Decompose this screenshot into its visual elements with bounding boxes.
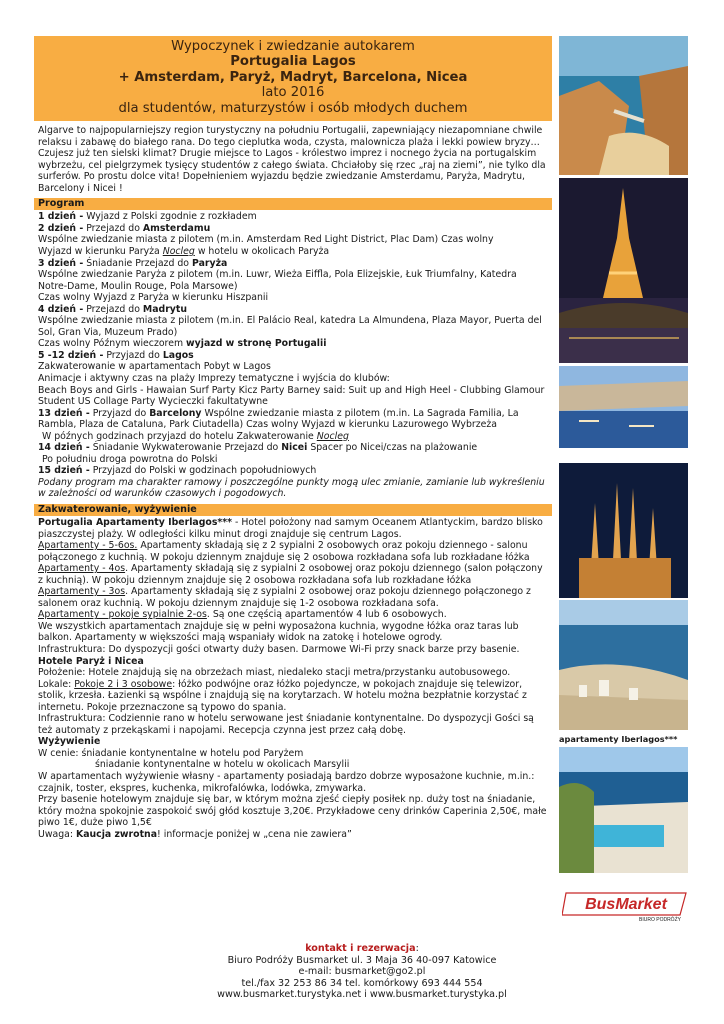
program-note: Podany program ma charakter ramowy i poszczególne punkty mogą ulec zmianie, zamianie lub wykreśleniu w zależności od warunków czasowych i pogodowych. xyxy=(38,476,545,500)
contact-footer xyxy=(140,943,584,1001)
day-label: 15 dzień - xyxy=(38,465,90,477)
offer-column xyxy=(34,36,552,840)
day-detail: Czas wolny Wyjazd z Paryża w kierunku Hiszpanii xyxy=(38,292,269,304)
hotel-text: - Hotel położony nad samym Oceanem Atlantyckim, bardzo blisko piaszczystej plaży. W odległości kilku minut drogi znajduje się centrum Lagos. xyxy=(38,516,543,540)
apartment-text: . Apartamenty składają się z sypialni 2 osobowej oraz pokoju dziennego (salon połączony z kuchnią). W pokoju dziennym znajduje się 2 osobowa rozkładana sofa lub rozkładane łóżka xyxy=(38,563,543,586)
day-city: Amsterdamu xyxy=(142,222,211,234)
day-detail: Wspólne zwiedzanie miasta z pilotem (m.in. El Palácio Real, katedra La Almundena, Plaza Mayor, Puerta del Sol, Gran Via, Muzeum Prado) xyxy=(38,315,542,338)
day-city: Nicei xyxy=(281,442,308,454)
rooms-prefix: Lokale: xyxy=(38,678,75,690)
apartment-label: Apartamenty - pokoje sypialnie 2-os xyxy=(38,609,207,621)
rooms-label: Pokoje 2 i 3 osobowe xyxy=(74,678,173,690)
apartment-type xyxy=(38,609,548,621)
day-city: Paryża xyxy=(191,257,228,269)
day-text: W późnych godzinach przyjazd do hotelu Zakwaterowanie xyxy=(42,430,317,442)
photo-caption: apartamenty Iberlagos*** xyxy=(559,734,678,744)
svg-text:BusMarket: BusMarket xyxy=(585,896,667,913)
header-line-1: Wypoczynek i zwiedzanie autokarem xyxy=(171,39,415,54)
portugal-hotel xyxy=(38,517,548,540)
day-city: Madrytu xyxy=(142,303,188,315)
program-day-15 xyxy=(38,465,548,477)
program-day-5-12 xyxy=(38,350,548,362)
eiffel-tower-night-icon xyxy=(559,178,688,363)
sagrada-familia-photo xyxy=(559,463,688,598)
day-detail xyxy=(38,338,548,350)
apartment-type xyxy=(38,563,548,586)
day-text: Przyjazd do xyxy=(89,407,150,419)
header-line-3: + Amsterdam, Paryż, Madryt, Barcelona, Nicea xyxy=(118,69,468,85)
day-detail: Animacje i aktywny czas na plaży Imprezy tematyczne i wyjścia do klubów: xyxy=(38,372,390,384)
deposit-note xyxy=(38,829,548,841)
day-detail: Beach Boys and Girls - Hawaian Surf Party Kicz Party Barney said: Suit up and High Heel - Clubbing Glamour Student US Collage Party Wycieczki fakultatywne xyxy=(38,384,545,408)
accommodation-heading: Zakwaterowanie, wyżywienie xyxy=(34,504,552,516)
coastal-town-icon xyxy=(559,600,688,730)
accommodation-section xyxy=(34,517,552,840)
harbour-sunset-icon xyxy=(559,366,688,448)
hotel-rooms xyxy=(38,679,548,714)
beach-cliffs-icon xyxy=(559,36,688,175)
nocleg-label: Nocleg xyxy=(316,430,349,442)
day-detail: Wspólne zwiedzanie miasta z pilotem (m.in. Amsterdam Red Light District, Plac Dam) Czas wolny xyxy=(38,234,494,246)
contact-colon: : xyxy=(415,943,419,954)
infrastructure-text: Infrastruktura: Codziennie rano w hotelu serwowane jest śniadanie kontynentalne. Do dyspozycji Gości są też automaty z przekąskami i napojami. Recepcja czynna jest przez całą dobę. xyxy=(38,713,534,736)
program-day-1 xyxy=(38,211,548,223)
infrastructure-text: Infrastruktura: Do dyspozycji gości otwarty duży basen. Darmowe Wi-Fi przy snack barze przy basenie. xyxy=(38,644,520,655)
apartment-type xyxy=(38,540,548,563)
program-day-3 xyxy=(38,258,548,270)
program-heading: Program xyxy=(34,198,552,210)
deposit-label: Kaucja zwrotna xyxy=(75,828,158,840)
hotels-heading: Hotele Paryż i Nicea xyxy=(38,655,144,667)
day-text: Śniadanie Przejazd do xyxy=(83,257,192,269)
header-line-5: dla studentów, maturzystów i osób młodych duchem xyxy=(118,100,468,116)
hotels-location: Położenie: Hotele znajdują się na obrzeżach miast, niedaleko stacji metra/przystanku autobusowego. xyxy=(38,667,511,679)
apartment-features: We wszystkich apartamentach znajduje się w pełni wyposażona kuchnia, wygodne łóżka oraz taras lub balkon. Apartamenty w większości mają wspaniały widok na zatokę i hotelowe ogrody. xyxy=(38,620,519,644)
program-day-14 xyxy=(38,442,548,454)
contact-heading: kontakt i rezerwacja xyxy=(305,943,416,954)
day-text: Czas wolny Późnym wieczorem xyxy=(38,338,187,350)
warn-text: ! informacje poniżej w „cena nie zawiera” xyxy=(157,828,352,840)
meals-text: W cenie: śniadanie kontynentalne w hotelu pod Paryżem xyxy=(38,747,304,759)
header-line-4: lato 2016 xyxy=(261,85,325,101)
offer-header xyxy=(34,36,552,121)
contact-address: Biuro Podróży Busmarket ul. 3 Maja 36 40-097 Katowice xyxy=(227,954,497,966)
day-label: 4 dzień - xyxy=(38,303,84,315)
apartment-label: Apartamenty - 3os xyxy=(38,586,126,598)
svg-text:BIURO PODRÓŻY: BIURO PODRÓŻY xyxy=(639,917,681,923)
algarve-beach-photo xyxy=(559,36,688,175)
meals-text: śniadanie kontynentalne w hotelu w okolicach Marsylii xyxy=(95,759,350,771)
program-day-4 xyxy=(38,304,548,316)
program-day-2 xyxy=(38,223,548,235)
busmarket-logo-icon xyxy=(562,889,690,923)
intro-paragraph: Algarve to najpopularniejszy region turystyczny na południu Portugalii, zapewniający niezapomniane chwile relaksu i zabawę do białego rana. Do tego cieplutka woda, czysta, malownicza plaża i lekki powiew bryzy… Czujesz już ten sielski klimat? Drugie miejsce to Lagos - królestwo imprez i nocnego życia na portugalskim wybrzeżu, cel pielgrzymek tysięcy studentów z całego świata. Chciałoby się rzec „raj na ziemi”, nie tylko dla surferów. Po prostu dolce vita! Dopełnieniem wyjazdu będzie zwiedzanie Amsterdamu, Paryża, Madrytu, Barcelony i Nicei ! xyxy=(38,125,546,194)
day-detail xyxy=(38,246,548,258)
contact-websites[interactable]: www.busmarket.turystyka.net i www.busmarket.turystyka.pl xyxy=(217,989,507,1001)
day-label: 5 -12 dzień - xyxy=(38,349,104,361)
day-text: Wspólne zwiedzanie miasta z pilotem (m.in. La Sagrada Familia, La Rambla, Plaza de Cataluna, Park Ciutadella) Czas wolny Wyjazd w kierunku Lazurowego Wybrzeża xyxy=(38,407,519,431)
apartment-label: Apartamenty - 4os xyxy=(38,563,126,575)
day-emphasis: wyjazd w stronę Portugalii xyxy=(186,338,327,350)
hotel-name: Portugalia Apartamenty Iberlagos*** xyxy=(38,516,233,528)
header-line-2: Portugalia Lagos xyxy=(230,54,356,70)
apartment-label: Apartamenty - 5-6os. xyxy=(38,540,138,552)
day-text: Przejazd do xyxy=(83,303,143,315)
apartment-text: . Są one częścią apartamentów 4 lub 6 osobowych. xyxy=(206,609,447,621)
apartment-text: . Apartamenty składają się z sypialni 2 osobowej oraz pokoju dziennego połączonego z salonem oraz kuchnią. W pokoju dziennym znajduje się 1-2 osobowa rozkładana sofa. xyxy=(38,586,531,609)
day-label: 3 dzień - xyxy=(38,257,84,269)
meals-heading: Wyżywienie xyxy=(38,736,101,748)
program-day-13 xyxy=(38,408,548,431)
warn-prefix: Uwaga: xyxy=(38,828,76,840)
sagrada-familia-icon xyxy=(559,463,688,598)
rooms-text: : łóżko podwójne oraz łóżko pojedyncze, w pokojach znajduje się telewizor, stolik, krzesła. Łazienki są wspólne i znajdują się na korytarzach. W hotelu można bezpłatnie korzystać z internetu. Pokoje przeznaczone są typowo do spania. xyxy=(38,678,527,713)
iberlagos-coast-photo xyxy=(559,600,688,730)
day-label: 1 dzień - xyxy=(38,211,84,223)
day-detail: Po południu droga powrotna do Polski xyxy=(42,453,218,465)
day-label: 14 dzień - xyxy=(38,442,90,454)
meals-text: W apartamentach wyżywienie własny - apartamenty posiadają bardzo dobrze wyposażone kuchnie, m.in.: czajnik, toster, ekspres, kuchenka, mikrofalówka, lodówka, zmywarka. xyxy=(38,771,535,794)
contact-phone: tel./fax 32 253 86 34 tel. komórkowy 693 444 554 xyxy=(241,977,483,989)
day-text: Śniadanie Wykwaterowanie Przejazd do xyxy=(89,442,282,454)
day-city: Barcelony xyxy=(149,407,202,419)
pool-sea-view-icon xyxy=(559,747,688,873)
day-text: Przyjazd do xyxy=(103,349,163,361)
day-text: Wyjazd z Polski zgodnie z rozkładem xyxy=(83,211,257,223)
pool-sea-view-photo xyxy=(559,747,688,873)
eiffel-tower-photo xyxy=(559,178,688,363)
day-detail: Zakwaterowanie w apartamentach Pobyt w Lagos xyxy=(38,361,271,373)
day-text: Spacer po Nicei/czas na plażowanie xyxy=(307,442,478,454)
day-label: 2 dzień - xyxy=(38,222,84,234)
day-text: w hotelu w okolicach Paryża xyxy=(194,245,330,257)
day-text: Wyjazd w kierunku Paryża xyxy=(38,245,163,257)
day-label: 13 dzień - xyxy=(38,407,90,419)
lagos-harbour-photo xyxy=(559,366,688,448)
day-text: Przejazd do xyxy=(83,222,143,234)
program-section xyxy=(34,211,552,500)
nocleg-label: Nocleg xyxy=(162,245,195,257)
busmarket-logo xyxy=(562,889,690,923)
day-detail: Wspólne zwiedzanie Paryża z pilotem (m.in. Luwr, Wieża Eiffla, Pola Elizejskie, Łuk Triumfalny, Katedra Notre-Dame, Moulin Rouge, Pola Marsowe) xyxy=(38,269,517,292)
day-text: Przyjazd do Polski w godzinach popołudniowych xyxy=(89,465,317,477)
contact-email[interactable]: e-mail: busmarket@go2.pl xyxy=(298,966,426,978)
day-city: Lagos xyxy=(162,349,194,361)
apartment-text: Apartamenty składają się z 2 sypialni 2 osobowych oraz pokoju dziennego - salonu połączonego z kuchnią. W pokoju dziennym znajduje się 2 osobowa rozkładana sofa lub rozkładane łóżka xyxy=(38,540,530,563)
meals-text: Przy basenie hotelowym znajduje się bar, w którym można zjeść ciepły posiłek np. duży tost na śniadanie, który można spokojnie zaspokoić swój głód kosztuje 3,20€. Przykładowe ceny drinków Caperinia 2,50€, małe piwo 1€, duże piwo 1,5€ xyxy=(38,794,547,829)
day-detail xyxy=(38,431,548,443)
apartment-type xyxy=(38,586,548,609)
